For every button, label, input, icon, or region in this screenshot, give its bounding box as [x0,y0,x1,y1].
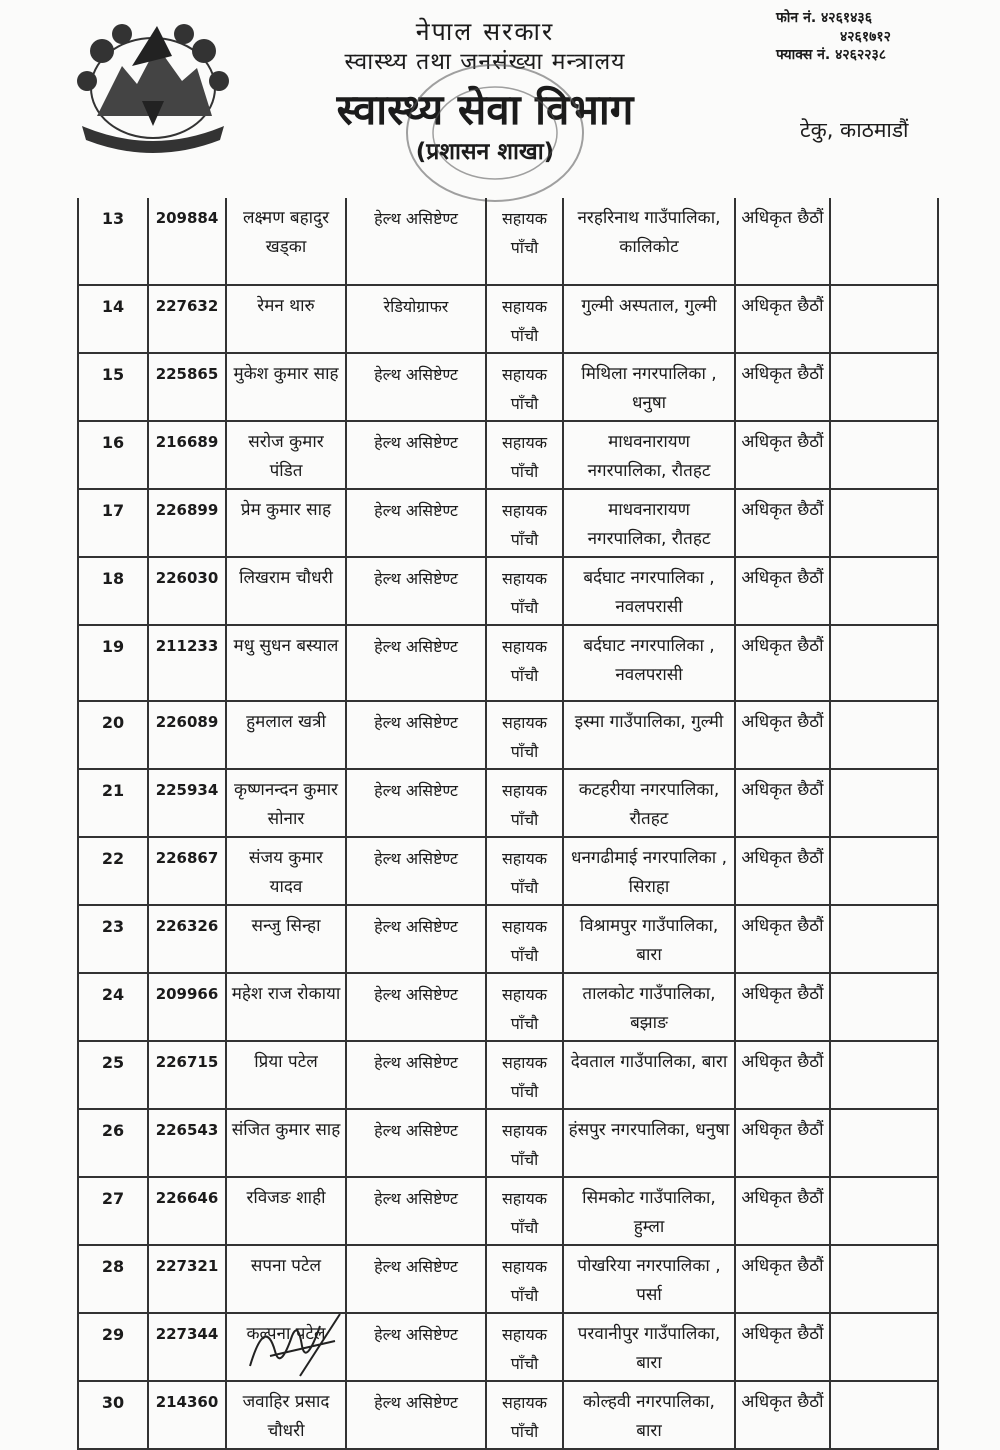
serial-number-cell: 16 [78,421,148,489]
employee-name-cell: संजित कुमार साह [226,1109,346,1177]
remarks-cell [830,489,938,557]
table-row [78,1245,938,1313]
class-cell: अधिकृत छैठौं [735,421,830,489]
class-cell: अधिकृत छैठौं [735,1041,830,1109]
employee-id-cell: 226646 [148,1177,226,1245]
department-stamp-icon [400,58,590,208]
serial-number-cell: 14 [78,285,148,353]
level-cell: सहायक पाँचौ [486,1041,563,1109]
serial-number-cell: 26 [78,1109,148,1177]
employee-name-cell: जवाहिर प्रसाद चौधरी [226,1381,346,1449]
employee-id-cell: 227632 [148,285,226,353]
level-cell: सहायक पाँचौ [486,198,563,285]
office-cell: कोल्हवी नगरपालिका, बारा [563,1381,735,1449]
post-cell: हेल्थ असिष्टेण्ट [346,1381,486,1449]
serial-number-cell: 30 [78,1381,148,1449]
office-address: टेकु, काठमाडौं [800,118,909,142]
serial-number-cell: 28 [78,1245,148,1313]
office-cell: परवानीपुर गाउँपालिका, बारा [563,1313,735,1381]
office-cell: माधवनारायण नगरपालिका, रौतहट [563,489,735,557]
remarks-cell [830,1381,938,1449]
remarks-cell [830,837,938,905]
class-cell: अधिकृत छैठौं [735,285,830,353]
office-cell: सिमकोट गाउँपालिका, हुम्ला [563,1177,735,1245]
level-cell: सहायक पाँचौ [486,769,563,837]
employee-name-cell: मधु सुधन बस्याल [226,625,346,701]
employee-id-cell: 209966 [148,973,226,1041]
employee-name-cell: रेमन थारु [226,285,346,353]
header-section: (प्रशासन शाखा) [415,139,555,165]
level-cell: सहायक पाँचौ [486,1381,563,1449]
office-cell: हंसपुर नगरपालिका, धनुषा [563,1109,735,1177]
level-cell: सहायक पाँचौ [486,1177,563,1245]
employee-name-cell: लिखराम चौधरी [226,557,346,625]
nepal-government-emblem-icon [62,6,244,156]
employee-name-cell: कल्पना पटेल [226,1313,346,1381]
header-government: नेपाल सरकार [415,17,555,46]
table-row [78,1109,938,1177]
remarks-cell [830,1245,938,1313]
employee-id-cell: 226326 [148,905,226,973]
post-cell: हेल्थ असिष्टेण्ट [346,1109,486,1177]
office-cell: पोखरिया नगरपालिका , पर्सा [563,1245,735,1313]
serial-number-cell: 15 [78,353,148,421]
table-row [78,769,938,837]
level-cell: सहायक पाँचौ [486,421,563,489]
office-cell: धनगढीमाई नगरपालिका , सिराहा [563,837,735,905]
fax-number: फ्याक्स नं. ४२६२२३८ [776,47,887,63]
employee-id-cell: 211233 [148,625,226,701]
header-ministry: स्वास्थ्य तथा जनसंख्या मन्त्रालय [344,49,626,75]
post-cell: हेल्थ असिष्टेण्ट [346,905,486,973]
table-row [78,701,938,769]
serial-number-cell: 22 [78,837,148,905]
remarks-cell [830,285,938,353]
table-row [78,489,938,557]
class-cell: अधिकृत छैठौं [735,1177,830,1245]
level-cell: सहायक पाँचौ [486,973,563,1041]
employee-id-cell: 225865 [148,353,226,421]
serial-number-cell: 21 [78,769,148,837]
employee-name-cell: प्रेम कुमार साह [226,489,346,557]
employee-id-cell: 209884 [148,198,226,285]
serial-number-cell: 27 [78,1177,148,1245]
employee-name-cell: सन्जु सिन्हा [226,905,346,973]
office-cell: बर्दघाट नगरपालिका , नवलपरासी [563,557,735,625]
level-cell: सहायक पाँचौ [486,489,563,557]
class-cell: अधिकृत छैठौं [735,198,830,285]
serial-number-cell: 29 [78,1313,148,1381]
office-cell: देवताल गाउँपालिका, बारा [563,1041,735,1109]
class-cell: अधिकृत छैठौं [735,557,830,625]
remarks-cell [830,198,938,285]
serial-number-cell: 18 [78,557,148,625]
table-row [78,285,938,353]
employee-id-cell: 227321 [148,1245,226,1313]
class-cell: अधिकृत छैठौं [735,1381,830,1449]
table-row [78,625,938,701]
post-cell: हेल्थ असिष्टेण्ट [346,1313,486,1381]
employee-id-cell: 226867 [148,837,226,905]
table-row [78,353,938,421]
table-row [78,557,938,625]
post-cell: हेल्थ असिष्टेण्ट [346,837,486,905]
post-cell: हेल्थ असिष्टेण्ट [346,1041,486,1109]
employee-name-cell: हुमलाल खत्री [226,701,346,769]
remarks-cell [830,353,938,421]
class-cell: अधिकृत छैठौं [735,769,830,837]
class-cell: अधिकृत छैठौं [735,1245,830,1313]
office-cell: इस्मा गाउँपालिका, गुल्मी [563,701,735,769]
post-cell: हेल्थ असिष्टेण्ट [346,1177,486,1245]
serial-number-cell: 23 [78,905,148,973]
table-row [78,1313,938,1381]
post-cell: हेल्थ असिष्टेण्ट [346,769,486,837]
remarks-cell [830,625,938,701]
table-row [78,1041,938,1109]
post-cell: हेल्थ असिष्टेण्ट [346,489,486,557]
table-row [78,1177,938,1245]
class-cell: अधिकृत छैठौं [735,701,830,769]
remarks-cell [830,905,938,973]
employee-id-cell: 216689 [148,421,226,489]
level-cell: सहायक पाँचौ [486,557,563,625]
remarks-cell [830,701,938,769]
office-cell: कटहरीया नगरपालिका, रौतहट [563,769,735,837]
phone-number: फोन नं. ४२६१४३६ [776,10,872,26]
remarks-cell [830,557,938,625]
remarks-cell [830,1041,938,1109]
employee-id-cell: 214360 [148,1381,226,1449]
level-cell: सहायक पाँचौ [486,285,563,353]
office-cell: बर्दघाट नगरपालिका , नवलपरासी [563,625,735,701]
post-cell: हेल्थ असिष्टेण्ट [346,198,486,285]
phone-number-2: ४२६१७१२ [840,29,891,45]
office-cell: मिथिला नगरपालिका , धनुषा [563,353,735,421]
class-cell: अधिकृत छैठौं [735,625,830,701]
table-row [78,905,938,973]
remarks-cell [830,769,938,837]
post-cell: रेडियोग्राफर [346,285,486,353]
employee-name-cell: सरोज कुमार पंडित [226,421,346,489]
employee-name-cell: प्रिया पटेल [226,1041,346,1109]
post-cell: हेल्थ असिष्टेण्ट [346,701,486,769]
table-row [78,1381,938,1449]
office-cell: विश्रामपुर गाउँपालिका, बारा [563,905,735,973]
office-cell: तालकोट गाउँपालिका, बझाङ [563,973,735,1041]
header-department: स्वास्थ्य सेवा विभाग [336,85,634,134]
employee-name-cell: रविजङ शाही [226,1177,346,1245]
level-cell: सहायक पाँचौ [486,625,563,701]
serial-number-cell: 24 [78,973,148,1041]
level-cell: सहायक पाँचौ [486,701,563,769]
serial-number-cell: 20 [78,701,148,769]
employee-id-cell: 227344 [148,1313,226,1381]
post-cell: हेल्थ असिष्टेण्ट [346,625,486,701]
office-cell: माधवनारायण नगरपालिका, रौतहट [563,421,735,489]
remarks-cell [830,1177,938,1245]
employee-name-cell: सपना पटेल [226,1245,346,1313]
table-row [78,421,938,489]
level-cell: सहायक पाँचौ [486,1313,563,1381]
level-cell: सहायक पाँचौ [486,1109,563,1177]
level-cell: सहायक पाँचौ [486,837,563,905]
class-cell: अधिकृत छैठौं [735,353,830,421]
serial-number-cell: 17 [78,489,148,557]
class-cell: अधिकृत छैठौं [735,489,830,557]
office-cell: गुल्मी अस्पताल, गुल्मी [563,285,735,353]
employee-id-cell: 226030 [148,557,226,625]
class-cell: अधिकृत छैठौं [735,1313,830,1381]
employee-name-cell: कृष्णनन्दन कुमार सोनार [226,769,346,837]
class-cell: अधिकृत छैठौं [735,973,830,1041]
serial-number-cell: 25 [78,1041,148,1109]
employee-name-cell: संजय कुमार यादव [226,837,346,905]
level-cell: सहायक पाँचौ [486,905,563,973]
class-cell: अधिकृत छैठौं [735,905,830,973]
level-cell: सहायक पाँचौ [486,1245,563,1313]
signature-icon [240,1306,350,1386]
employee-id-cell: 226543 [148,1109,226,1177]
post-cell: हेल्थ असिष्टेण्ट [346,421,486,489]
remarks-cell [830,1109,938,1177]
employee-id-cell: 226089 [148,701,226,769]
serial-number-cell: 13 [78,198,148,285]
employee-id-cell: 225934 [148,769,226,837]
post-cell: हेल्थ असिष्टेण्ट [346,973,486,1041]
table-row [78,198,938,285]
employee-id-cell: 226715 [148,1041,226,1109]
post-cell: हेल्थ असिष्टेण्ट [346,1245,486,1313]
staff-table [77,198,939,1450]
employee-name-cell: मुकेश कुमार साह [226,353,346,421]
employee-name-cell: महेश राज रोकाया [226,973,346,1041]
level-cell: सहायक पाँचौ [486,353,563,421]
table-row [78,837,938,905]
post-cell: हेल्थ असिष्टेण्ट [346,353,486,421]
remarks-cell [830,421,938,489]
employee-name-cell: लक्ष्मण बहादुर खड्का [226,198,346,285]
serial-number-cell: 19 [78,625,148,701]
remarks-cell [830,973,938,1041]
class-cell: अधिकृत छैठौं [735,1109,830,1177]
class-cell: अधिकृत छैठौं [735,837,830,905]
remarks-cell [830,1313,938,1381]
employee-id-cell: 226899 [148,489,226,557]
post-cell: हेल्थ असिष्टेण्ट [346,557,486,625]
table-row [78,973,938,1041]
office-cell: नरहरिनाथ गाउँपालिका, कालिकोट [563,198,735,285]
